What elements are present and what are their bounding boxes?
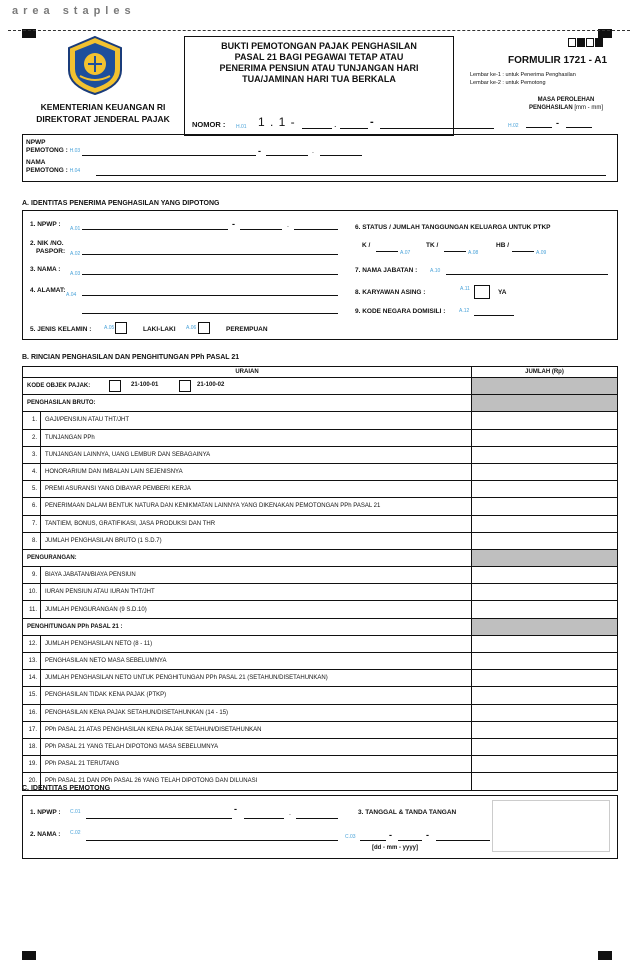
recipient-npwp-field-3[interactable] (294, 229, 338, 230)
table-row: 10. IURAN PENSIUN ATAU IURAN THT/JHT (23, 584, 618, 601)
table-row: 5. PREMI ASURANSI YANG DIBAYAR PEMBERI KERJA (23, 481, 618, 498)
amount-field[interactable] (472, 463, 618, 480)
tk-field[interactable] (444, 251, 466, 252)
foreign-employee-checkbox[interactable] (474, 285, 490, 299)
nik-field[interactable] (82, 254, 338, 255)
date-year-field[interactable] (436, 840, 490, 841)
date-format: [dd - mm - yyyy] (371, 845, 418, 851)
amount-field[interactable] (472, 738, 618, 755)
alamat-label: 4. ALAMAT: (30, 287, 66, 294)
nama-pemotong-field[interactable] (96, 175, 606, 176)
table-row: 20. PPh PASAL 21 DAN PPh PASAL 26 YANG TELAH DIPOTONG DAN DILUNASI (23, 773, 618, 790)
nomor-code: H.01 (236, 124, 247, 130)
amount-field[interactable] (472, 670, 618, 687)
registration-mark (598, 951, 612, 960)
signer-npwp-field-2[interactable] (244, 818, 284, 819)
amount-field[interactable] (472, 653, 618, 670)
dashed-cut-line (8, 30, 630, 31)
recipient-npwp-label: 1. NPWP : (30, 221, 61, 228)
table-row: 19. PPh PASAL 21 TERUTANG (23, 756, 618, 773)
npwp-pemotong-field[interactable] (82, 155, 256, 156)
table-row: 4. HONORARIUM DAN IMBALAN LAIN SEJENISNYA (23, 463, 618, 480)
table-row: 6. PENERIMAAN DALAM BENTUK NATURA DAN KENIKMATAN LAINNYA YANG DIKENAKAN PEMOTONGAN PPh PASAL 21 (23, 498, 618, 515)
table-row: 8. JUMLAH PENGHASILAN BRUTO (1 S.D.7) (23, 532, 618, 549)
group-bruto: PENGHASILAN BRUTO: (23, 395, 472, 412)
recipient-npwp-field[interactable] (82, 229, 228, 230)
ya-label: YA (498, 289, 507, 296)
date-signature-label: 3. TANGGAL & TANDA TANGAN (358, 809, 457, 816)
staple-area-label: area staples (12, 5, 136, 17)
table-row: 9. BIAYA JABATAN/BIAYA PENSIUN (23, 567, 618, 584)
amount-field[interactable] (472, 721, 618, 738)
amount-field[interactable] (472, 773, 618, 790)
male-checkbox[interactable] (115, 322, 127, 334)
hb-field[interactable] (512, 251, 534, 252)
amount-field[interactable] (472, 687, 618, 704)
nik-label: 2. NIK /NO. PASPOR: (30, 240, 66, 255)
table-row: 12. JUMLAH PENGHASILAN NETO (8 - 11) (23, 635, 618, 652)
kode-01-checkbox[interactable] (109, 380, 121, 392)
section-a-title: A. IDENTITAS PENERIMA PENGHASILAN YANG DIPOTONG (22, 200, 220, 207)
amount-field[interactable] (472, 515, 618, 532)
nomor-field-2[interactable] (340, 128, 368, 129)
income-table (22, 366, 618, 791)
kode-02-label: 21-100-02 (197, 382, 225, 388)
period-code: H.02 (508, 123, 519, 129)
table-row: 7. TANTIEM, BONUS, GRATIFIKASI, JASA PRODUKSI DAN THR (23, 515, 618, 532)
amount-field[interactable] (472, 429, 618, 446)
amount-field[interactable] (472, 481, 618, 498)
period-end-field[interactable] (566, 127, 592, 128)
date-day-field[interactable] (360, 840, 386, 841)
signer-npwp-field[interactable] (86, 818, 232, 819)
section-b-title: B. RINCIAN PENGHASILAN DAN PENGHITUNGAN PPh PASAL 21 (22, 354, 240, 361)
kode-02-checkbox[interactable] (179, 380, 191, 392)
ministry-logo (64, 34, 126, 96)
tax-object-code-row: KODE OBJEK PAJAK: 21-100-01 21-100-02 (23, 378, 472, 395)
kode-01-label: 21-100-01 (131, 382, 159, 388)
recipient-npwp-field-2[interactable] (240, 229, 282, 230)
signature-field[interactable] (492, 800, 610, 852)
amount-field[interactable] (472, 498, 618, 515)
tk-label: TK / (426, 242, 439, 249)
table-row: 16. PENGHASILAN KENA PAJAK SETAHUN/DISETAHUNKAN (14 - 15) (23, 704, 618, 721)
npwp-pemotong-label: NPWP PEMOTONG : H.03 (26, 139, 81, 154)
alamat-field-1[interactable] (82, 295, 338, 296)
female-label: PEREMPUAN (226, 326, 268, 333)
amount-field[interactable] (472, 635, 618, 652)
female-checkbox[interactable] (198, 322, 210, 334)
amount-field[interactable] (472, 704, 618, 721)
recipient-nama-field[interactable] (82, 274, 338, 275)
country-code-field[interactable] (474, 315, 514, 316)
amount-field[interactable] (472, 532, 618, 549)
table-row: 1. GAJI/PENSIUN ATAU THT/JHT (23, 412, 618, 429)
sheet-info: Lembar ke-1 : untuk Penerima Penghasilan Lembar ke-2 : untuk Pemotong (470, 72, 576, 86)
group-penghitungan: PENGHITUNGAN PPh PASAL 21 : (23, 618, 472, 635)
nomor-field-1[interactable] (302, 128, 332, 129)
form-code: FORMULIR 1721 - A1 (508, 55, 608, 66)
section-c-title: C. IDENTITAS PEMOTONG (22, 785, 111, 792)
table-row: 15. PENGHASILAN TIDAK KENA PAJAK (PTKP) (23, 687, 618, 704)
recipient-nama-label: 3. NAMA : (30, 266, 61, 273)
signer-nama-field[interactable] (86, 840, 338, 841)
col-uraian: URAIAN (23, 367, 472, 378)
col-jumlah: JUMLAH (Rp) (472, 367, 618, 378)
amount-field[interactable] (472, 584, 618, 601)
period-label: MASA PEROLEHAN PENGHASILAN [mm - mm] (528, 97, 603, 111)
hb-label: HB / (496, 242, 509, 249)
table-row: 13. PENGHASILAN NETO MASA SEBELUMNYA (23, 653, 618, 670)
male-label: LAKI-LAKI (143, 326, 176, 333)
signer-npwp-field-3[interactable] (296, 818, 338, 819)
table-row: 3. TUNJANGAN LAINNYA, UANG LEMBUR DAN SEBAGAINYA (23, 446, 618, 463)
amount-field[interactable] (472, 756, 618, 773)
jabatan-label: 7. NAMA JABATAN : (355, 267, 418, 274)
foreign-employee-label: 8. KARYAWAN ASING : (355, 289, 426, 296)
signer-nama-label: 2. NAMA : (30, 831, 61, 838)
amount-field[interactable] (472, 601, 618, 618)
table-row: 2. TUNJANGAN PPh (23, 429, 618, 446)
jabatan-field[interactable] (446, 274, 608, 275)
k-field[interactable] (376, 251, 398, 252)
amount-field[interactable] (472, 412, 618, 429)
group-pengurangan: PENGURANGAN: (23, 549, 472, 566)
k-label: K / (362, 242, 371, 249)
amount-field[interactable] (472, 567, 618, 584)
table-row: 18. PPh PASAL 21 YANG TELAH DIPOTONG MASA SEBELUMNYA (23, 738, 618, 755)
nomor-prefix: 1 . 1 - (258, 115, 296, 129)
country-code-label: 9. KODE NEGARA DOMISILI : (355, 308, 446, 315)
npwp-pemotong-field-2[interactable] (266, 155, 308, 156)
ptkp-status-label: 6. STATUS / JUMLAH TANGGUNGAN KELUARGA UNTUK PTKP (355, 224, 551, 231)
table-row: 17. PPh PASAL 21 ATAS PENGHASILAN KENA PAJAK SETAHUN/DISETAHUNKAN (23, 721, 618, 738)
date-month-field[interactable] (398, 840, 422, 841)
amount-field[interactable] (472, 446, 618, 463)
ministry-name: KEMENTERIAN KEUANGAN RI DIREKTORAT JENDERAL PAJAK (36, 102, 170, 124)
registration-mark (22, 951, 36, 960)
nama-pemotong-label: NAMA PEMOTONG : H.04 (26, 159, 81, 174)
period-start-field[interactable] (526, 127, 552, 128)
npwp-pemotong-field-3[interactable] (320, 155, 362, 156)
table-row: 14. JUMLAH PENGHASILAN NETO UNTUK PENGHITUNGAN PPh PASAL 21 (SETAHUN/DISETAHUNKAN) (23, 670, 618, 687)
alamat-field-2[interactable] (82, 313, 338, 314)
form-title: BUKTI PEMOTONGAN PAJAK PENGHASILAN PASAL 21 BAGI PEGAWAI TETAP ATAU PENERIMA PENSIUN ATAU TUNJANGAN HARI TUA/JAMINAN HARI TUA BERKALA (219, 41, 419, 84)
gender-label: 5. JENIS KELAMIN : (30, 326, 92, 333)
table-row: 11. JUMLAH PENGURANGAN (9 S.D.10) (23, 601, 618, 618)
nomor-field-3[interactable] (380, 128, 494, 129)
nomor-label: NOMOR : (192, 120, 226, 129)
signer-npwp-label: 1. NPWP : (30, 809, 61, 816)
